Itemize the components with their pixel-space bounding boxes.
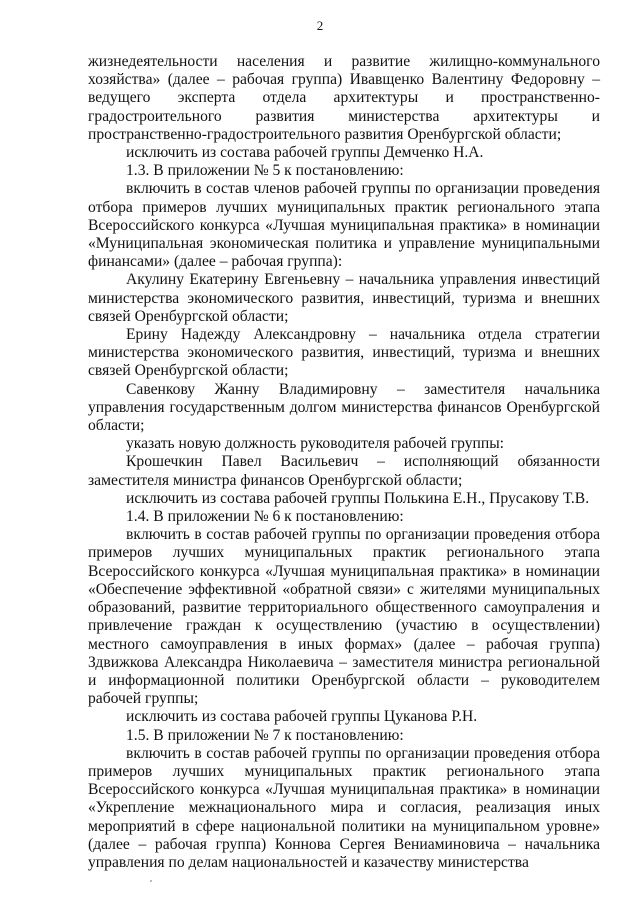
paragraph-continuation: жизнедеятельности населения и развитие жилищно-коммунального хозяйства» (далее – рабочая группа) Ивавщенко Валентину Федоровну – ведущего эксперта отдела архитектуры и пространственно-градостроительного развития министерства архитектуры и пространственно-градостроительного развития Оренбургской области; xyxy=(88,53,600,143)
paragraph-akulina: Акулину Екатерину Евгеньевну – начальника управления инвестиций министерства экономического развития, инвестиций, туризма и внешних связей Оренбургской области; xyxy=(88,271,600,325)
document-body xyxy=(88,53,600,872)
paragraph-exclude-demchenko: исключить из состава рабочей группы Демченко Н.А. xyxy=(126,144,484,162)
paragraph-item-1-4: 1.4. В приложении № 6 к постановлению: xyxy=(126,508,404,526)
paragraph-include-obratnaya-svyaz: включить в состав рабочей группы по организации проведения отбора примеров лучших муниципальных практик регионального этапа Всероссийского конкурса «Лучшая муниципальная практика» в номинации «Обеспечение эффективной «обратной связи» с жителями муниципальных образований, развитие территориального общественного самоупраления и привлечение граждан к осуществлению (участию в осуществлении) местного самоуправления в иных формах» (далее – рабочая группа) Здвижкова Александра Николаевича – заместителя министра региональной и информационной политики Оренбургской области – руководителем рабочей группы; xyxy=(88,526,600,708)
paragraph-exclude-tsukanova: исключить из состава рабочей группы Цуканова Р.Н. xyxy=(126,708,478,726)
paragraph-new-position: указать новую должность руководителя рабочей группы: xyxy=(126,435,505,453)
paragraph-erina: Ерину Надежду Александровну – начальника отдела стратегии министерства экономического развития, инвестиций, туризма и внешних связей Оренбургской области; xyxy=(88,326,600,380)
scan-dot xyxy=(150,880,152,882)
paragraph-exclude-polkina: исключить из состава рабочей группы Полькина Е.Н., Прусакову Т.В. xyxy=(126,489,590,507)
paragraph-kroshechkin: Крошечкин Павел Васильевич – исполняющий обязанности заместителя министра финансов Оренбургской области; xyxy=(88,453,600,489)
paragraph-include-mezhnatsionalnyi: включить в состав рабочей группы по организации проведения отбора примеров лучших муниципальных практик регионального этапа Всероссийского конкурса «Лучшая муниципальная практика» в номинации «Укрепление межнационального мира и согласия, реализация иных мероприятий в сфере национальной политики на муниципальном уровне» (далее – рабочая группа) Коннова Сергея Вениаминовича – начальника управления по делам национальностей и казачеству министерства xyxy=(88,744,600,871)
paragraph-include-finansy: включить в состав членов рабочей группы по организации проведения отбора примеров лучших муниципальных практик регионального этапа Всероссийского конкурса «Лучшая муниципальная практика» в номинации «Муниципальная экономическая политика и управление муниципальными финансами» (далее – рабочая группа): xyxy=(88,180,600,271)
page-number: 2 xyxy=(316,18,324,33)
paragraph-savenkova: Савенкову Жанну Владимировну – заместителя начальника управления государственным долгом министерства финансов Оренбургской области; xyxy=(88,380,600,435)
paragraph-item-1-3: 1.3. В приложении № 5 к постановлению: xyxy=(126,162,404,180)
paragraph-item-1-5: 1.5. В приложении № 7 к постановлению: xyxy=(126,726,404,744)
